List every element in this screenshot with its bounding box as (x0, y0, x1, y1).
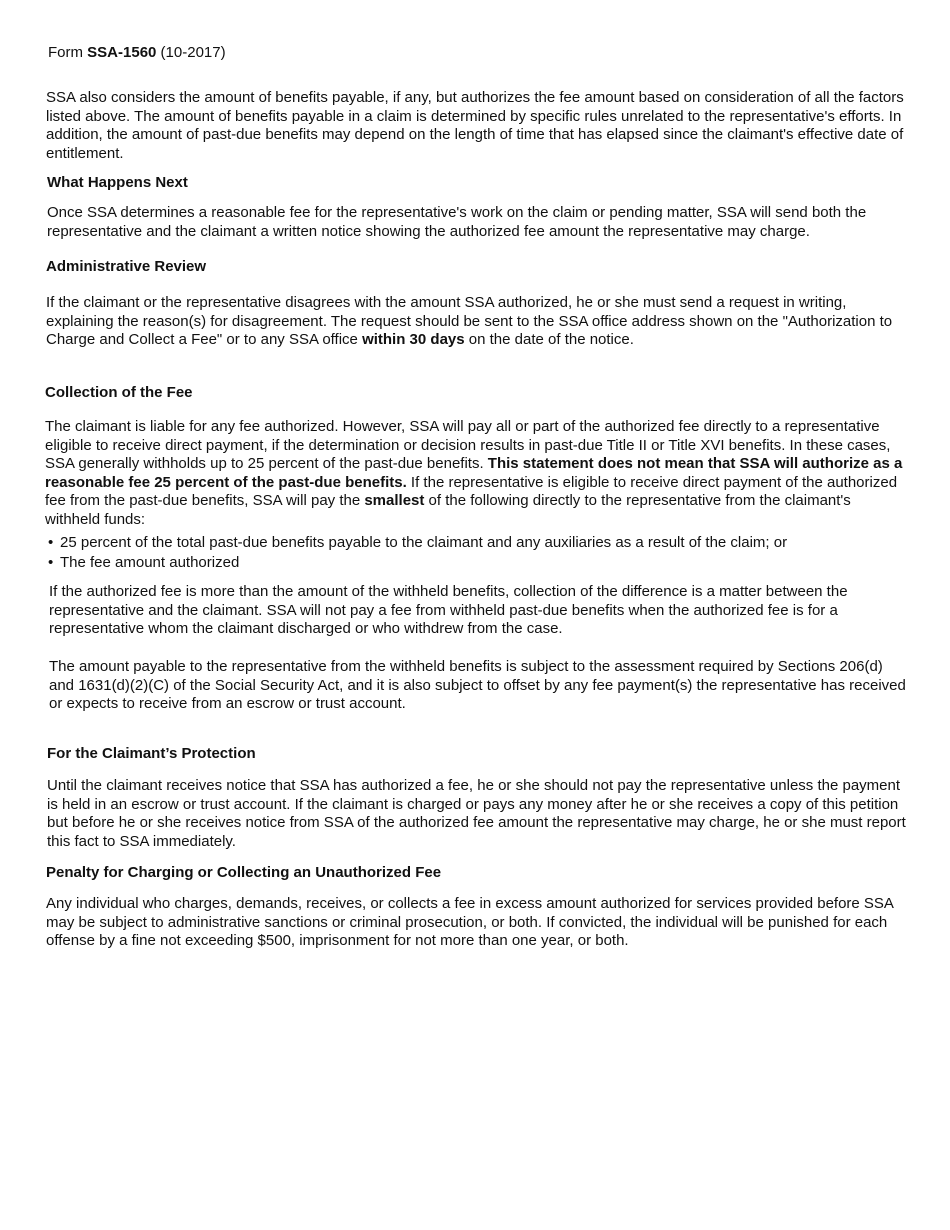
administrative-review-heading: Administrative Review (46, 258, 207, 275)
collection-bullet-list (48, 534, 908, 574)
collection-assessment-paragraph: The amount payable to the representative from the withheld benefits is subject to the assessment required by Sections 206(d) and 1631(d)(2)(C) of the Social Security Act, and it is also subject to offset by any fee payment(s) the representative has received or expects to receive from an escrow or trust account. (49, 658, 906, 713)
intro-paragraph: SSA also considers the amount of benefits payable, if any, but authorizes the fee amount based on consideration of all the factors listed above. The amount of benefits payable in a claim is determined by specific rules unrelated to the representative's efforts. In addition, the amount of past-due benefits may depend on the length of time that has elapsed since the claimant's effective date of entitlement. (46, 89, 904, 162)
penalty-heading: Penalty for Charging or Collecting an Unauthorized Fee (46, 864, 442, 881)
penalty-body: Any individual who charges, demands, receives, or collects a fee in excess amount authorized for services provided before SSA may be subject to administrative sanctions or criminal prosecution, or both. If convicted, the individual will be punished for each offense by a fine not exceeding $500, imprisonment for not more than one year, or both. (46, 895, 894, 950)
list-item: • The fee amount authorized (48, 554, 908, 573)
collection-text-1: The claimant is liable for any fee authorized. However, SSA will pay all or part of the authorized fee directly to a representative eligible to receive direct payment, if the determination or decision results in past-due Title II or Title XVI benefits. In these cases, SSA generally withholds up to 25 percent of the past-due benefits. (45, 418, 891, 473)
administrative-review-text-2: on the date of the notice. (464, 331, 634, 349)
what-happens-next-body: Once SSA determines a reasonable fee for the representative's work on the claim or pending matter, SSA will send both the representative and the claimant a written notice showing the authorized fee amount the representative may charge. (47, 204, 867, 240)
what-happens-next-heading: What Happens Next (47, 174, 188, 191)
claimant-protection-body: Until the claimant receives notice that SSA has authorized a fee, he or she should not pay the representative unless the payment is held in an escrow or trust account. If the claimant is charged or pays any money after he or she receives a copy of this petition but before he or she receives notice from SSA of the authorized fee amount the representative may charge, he or she must report this fact to SSA immediately. (47, 777, 906, 850)
collection-disclaimer: This statement does not mean that SSA will authorize as a reasonable fee 25 percent of the past-due benefits. (45, 455, 903, 491)
collection-difference-paragraph: If the authorized fee is more than the amount of the withheld benefits, collection of the difference is a matter between the representative and the claimant. SSA will not pay a fee from withheld past-due benefits when the authorized fee is for a representative whom the claimant discharged or who withdrew from the case. (49, 583, 848, 638)
administrative-review-body (46, 294, 906, 350)
form-header (48, 44, 226, 63)
list-item: • 25 percent of the total past-due benefits payable to the claimant and any auxiliaries as a result of the claim; or (48, 534, 908, 553)
collection-heading: Collection of the Fee (45, 384, 193, 401)
collection-text-2: If the representative is eligible to receive direct payment of the authorized fee from the past-due benefits, SSA will pay the (45, 473, 898, 510)
administrative-review-deadline: within 30 days (362, 331, 465, 349)
claimant-protection-heading: For the Claimant’s Protection (47, 745, 256, 762)
form-number: SSA-1560 (87, 44, 157, 61)
collection-body (45, 418, 905, 530)
collection-text-3: of the following directly to the representative from the claimant's withheld funds: (45, 492, 851, 528)
form-revision: (10-2017) (156, 44, 226, 61)
collection-smallest: smallest (364, 492, 425, 510)
administrative-review-text-1: If the claimant or the representative disagrees with the amount SSA authorized, he or she must send a request in writing, explaining the reason(s) for disagreement. The request should be sent to the SSA office address shown on the "Authorization to Charge and Collect a Fee" or to any SSA office (46, 294, 893, 349)
form-prefix: Form (48, 44, 88, 61)
